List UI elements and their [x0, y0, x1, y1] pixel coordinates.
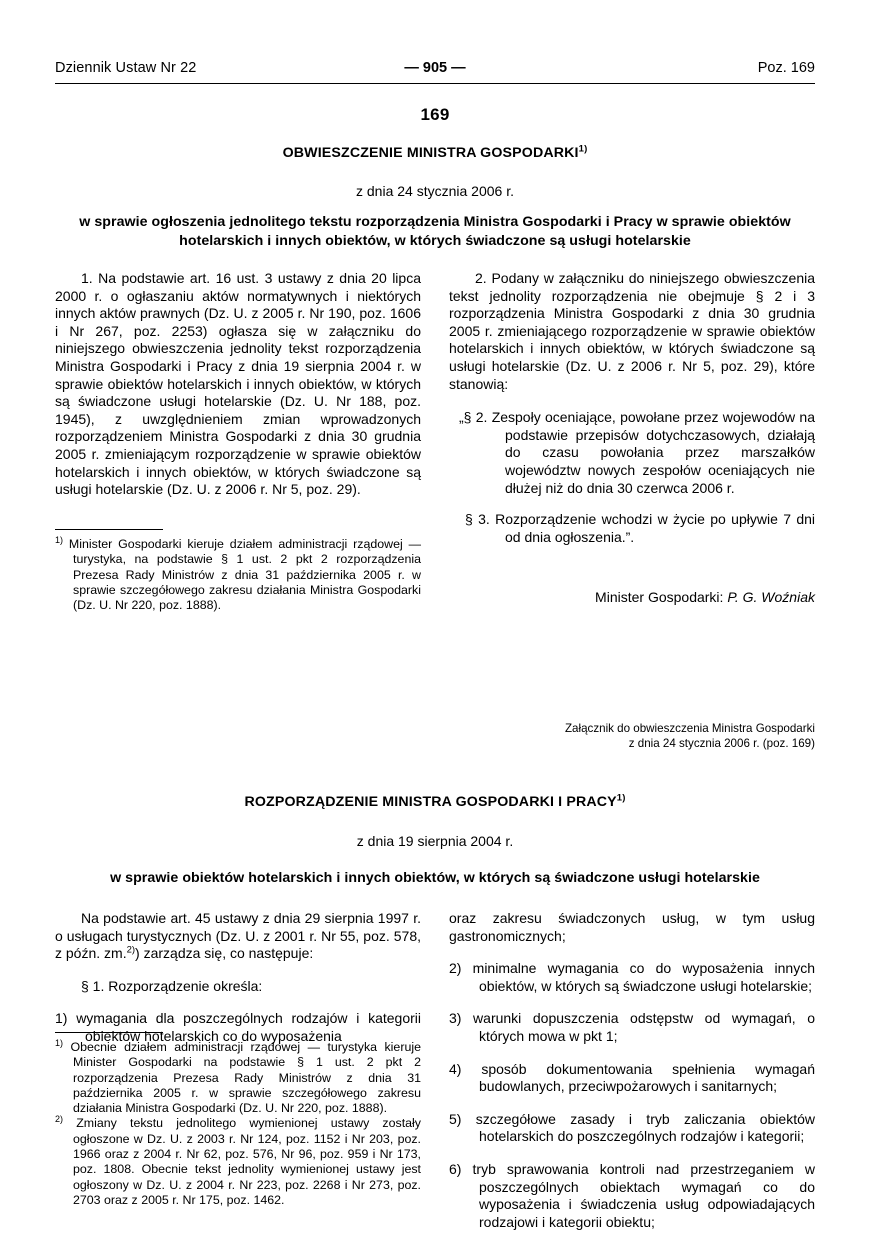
quoted-paragraph-2	[449, 409, 815, 497]
list-item-number: 2)	[449, 960, 462, 977]
announcement-subject-line1: w sprawie ogłoszenia jednolitego tekstu rozporządzenia Ministra Gospodarki i Pracy w sprawie obiektów	[79, 214, 791, 230]
announcement-kind-text: OBWIESZCZENIE MINISTRA GOSPODARKI	[282, 145, 579, 161]
running-head-item: Poz. 169	[757, 60, 815, 76]
regulation-intro-part2: ) zarządza się, co następuje:	[135, 945, 314, 962]
list-item-text: tryb sprawowania kontroli nad przestrzeganiem w poszczególnych obiektach wymagań co do wyposażenia i świadczenia usług odpowiadających rodzajowi i kategorii obiektu;	[472, 1160, 816, 1230]
list-item-number: 1)	[55, 1010, 68, 1027]
announcement-number: 169	[420, 105, 450, 124]
announcement-kind	[55, 145, 815, 161]
regulation-intro	[55, 910, 421, 963]
quoted-paragraph-3-text: Rozporządzenie wchodzi w życie po upływie 7 dni od dnia ogłoszenia.”.	[495, 511, 816, 545]
list-item	[449, 960, 815, 995]
running-head	[55, 60, 815, 86]
list-item-continuation	[449, 910, 815, 945]
running-head-journal: Dziennik Ustaw Nr 22	[55, 60, 197, 76]
quoted-paragraph-2-label: „§ 2.	[459, 409, 488, 426]
announcement-paragraph-1: 1. Na podstawie art. 16 ust. 3 ustawy z dnia 20 lipca 2000 r. o ogłaszaniu aktów normatywnych i niektórych innych aktów prawnych (Dz. U. z 2005 r. Nr 190, poz. 1606 i Nr 267, poz. 2253) ogłasza się w załączniku do niniejszego obwieszczenia jednolity tekst rozporządzenia Ministra Gospodarki i Pracy z dnia 19 sierpnia 2004 r. w sprawie obiektów hotelarskich i innych obiektów, w których są świadczone usługi hotelarskie (Dz. U. Nr 188, poz. 1945), z uwzględnieniem zmian wprowadzonych rozporządzeniem Ministra Gospodarki z dnia 30 grudnia 2005 r. zmieniającym rozporządzenie w sprawie obiektów hotelarskich i innych obiektów, w których świadczone są usługi hotelarskie (Dz. U. z 2006 r. Nr 5, poz. 29).	[55, 270, 421, 498]
regulation-subject: w sprawie obiektów hotelarskich i innych obiektów, w których są świadczone usługi hotelarskie	[110, 870, 760, 886]
quoted-paragraph-3	[449, 511, 815, 546]
footnote-item	[55, 1037, 421, 1116]
footnote-text: Zmiany tekstu jednolitego wymienionej ustawy zostały ogłoszone w Dz. U. z 2003 r. Nr 124, poz. 1152 i Nr 203, poz. 1966 oraz z 2004 r. Nr 62, poz. 576, Nr 96, poz. 959 i Nr 173, poz. 1808. Obecnie tekst jednolity wymienionej ustawy jest ogłoszony w Dz. U. z 2004 r. Nr 223, poz. 2268 i Nr 273, poz. 2703 oraz z 2005 r. Nr 175, poz. 1462.	[73, 1116, 421, 1207]
footnote-text: Minister Gospodarki kieruje działem administracji rządowej — turystyka, na podstawie § 1 ust. 2 pkt 2 rozporządzenia Prezesa Rady Ministrów z dnia 31 października 2005 r. w sprawie szczegółowego zakresu działania Ministra Gospodarki (Dz. U. Nr 220, poz. 1888).	[68, 537, 421, 613]
list-item-number: 4)	[449, 1060, 462, 1077]
regulation-date: z dnia 19 sierpnia 2004 r.	[356, 833, 514, 849]
list-item-number: 6)	[449, 1160, 462, 1177]
footnote-item	[55, 534, 421, 613]
regulation-footnotes	[55, 1032, 421, 1208]
footnote-mark: 1)	[55, 1037, 64, 1048]
list-item-text: sposób dokumentowania spełnienia wymagań budowlanych, przeciwpożarowych i sanitarnych;	[479, 1060, 815, 1095]
list-item-number: 3)	[449, 1010, 462, 1027]
quoted-paragraph-3-label: § 3.	[465, 511, 490, 528]
footnote-text: Obecnie działem administracji rządowej — turystyka kieruje Minister Gospodarki na podstawie § 1 ust. 2 pkt 2 rozporządzenia Prezesa Rady Ministrów z dnia 31 października 2005 r. w sprawie szczegółowego zakresu działania Ministra Gospodarki (Dz. U. Nr 220, poz. 1888).	[70, 1040, 421, 1116]
footnote-mark: 1)	[55, 534, 64, 545]
footnote-separator-rule	[55, 1032, 163, 1033]
footnote-mark-2: 2)	[126, 944, 136, 956]
regulation-intro-part1: Na podstawie art. 45 ustawy z dnia 29 sierpnia 1997 r. o usługach turystycznych (Dz. U. z 2001 r. Nr 55, poz. 578, z późn. zm.	[55, 910, 421, 962]
header-divider-rule	[55, 83, 815, 84]
announcement-column-right	[449, 270, 815, 546]
page-number: — 905 —	[404, 60, 466, 76]
announcement-footnotes	[55, 529, 421, 613]
attachment-caption-line1: Załącznik do obwieszczenia Ministra Gospodarki	[564, 722, 815, 735]
footnote-separator-rule	[55, 529, 163, 530]
announcement-subject-line2: hotelarskich i innych obiektów, w których świadczone są usługi hotelarskie	[179, 232, 691, 249]
regulation-column-right	[449, 910, 815, 1231]
list-item-text: warunki dopuszczenia odstępstw od wymagań, o których mowa w pkt 1;	[473, 1010, 815, 1044]
list-item-number: 5)	[449, 1110, 462, 1127]
announcement-paragraph-2: 2. Podany w załączniku do niniejszego obwieszczenia tekst jednolity rozporządzenia nie obejmuje § 2 i 3 rozporządzenia Ministra Gospodarki z dnia 30 grudnia 2005 r. zmieniającego rozporządzenie w sprawie obiektów hotelarskich i innych obiektów, w których świadczone są usługi hotelarskie (Dz. U. z 2006 r. Nr 5, poz. 29), które stanowią:	[449, 270, 815, 392]
list-item-text: wymagania dla poszczególnych rodzajów i kategorii obiektów hotelarskich co do wyposażenia	[76, 1010, 421, 1044]
announcement-column-left	[55, 270, 421, 499]
list-item-text: minimalne wymagania co do wyposażenia innych obiektów, w których są świadczone usługi hotelarskie;	[472, 960, 816, 994]
announcement-date: z dnia 24 stycznia 2006 r.	[356, 183, 514, 199]
footnote-mark-1: 1)	[616, 792, 626, 804]
attachment-caption	[449, 722, 815, 751]
list-item	[449, 1010, 815, 1045]
regulation-kind	[55, 794, 815, 810]
footnote-item	[55, 1116, 421, 1208]
footnote-mark: 2)	[55, 1114, 64, 1125]
signature-name: P. G. Woźniak	[727, 589, 815, 605]
regulation-section-1-heading: § 1. Rozporządzenie określa:	[81, 977, 263, 994]
list-item	[449, 1061, 815, 1096]
regulation-kind-text: ROZPORZĄDZENIE MINISTRA GOSPODARKI I PRACY	[244, 794, 617, 810]
signature-block	[449, 589, 815, 605]
list-item-1-continued-text: oraz zakresu świadczonych usług, w tym usług gastronomicznych;	[449, 910, 815, 944]
attachment-caption-line2: z dnia 24 stycznia 2006 r. (poz. 169)	[628, 736, 815, 750]
signature-label: Minister Gospodarki:	[595, 589, 724, 605]
quoted-paragraph-2-text: Zespoły oceniające, powołane przez wojewodów na podstawie przepisów dotychczasowych, działają do czasu powołania przez marszałków województw nowych zespołów oceniających nie dłużej niż do dnia 30 czerwca 2006 r.	[491, 409, 816, 496]
footnote-mark-1: 1)	[578, 143, 588, 155]
regulation-column-left	[55, 910, 421, 1046]
announcement-subject	[55, 213, 815, 250]
list-item-text: szczegółowe zasady i tryb zaliczania obiektów hotelarskich do poszczególnych rodzajów i kategorii;	[475, 1110, 815, 1145]
list-item	[449, 1161, 815, 1231]
list-item	[449, 1111, 815, 1146]
